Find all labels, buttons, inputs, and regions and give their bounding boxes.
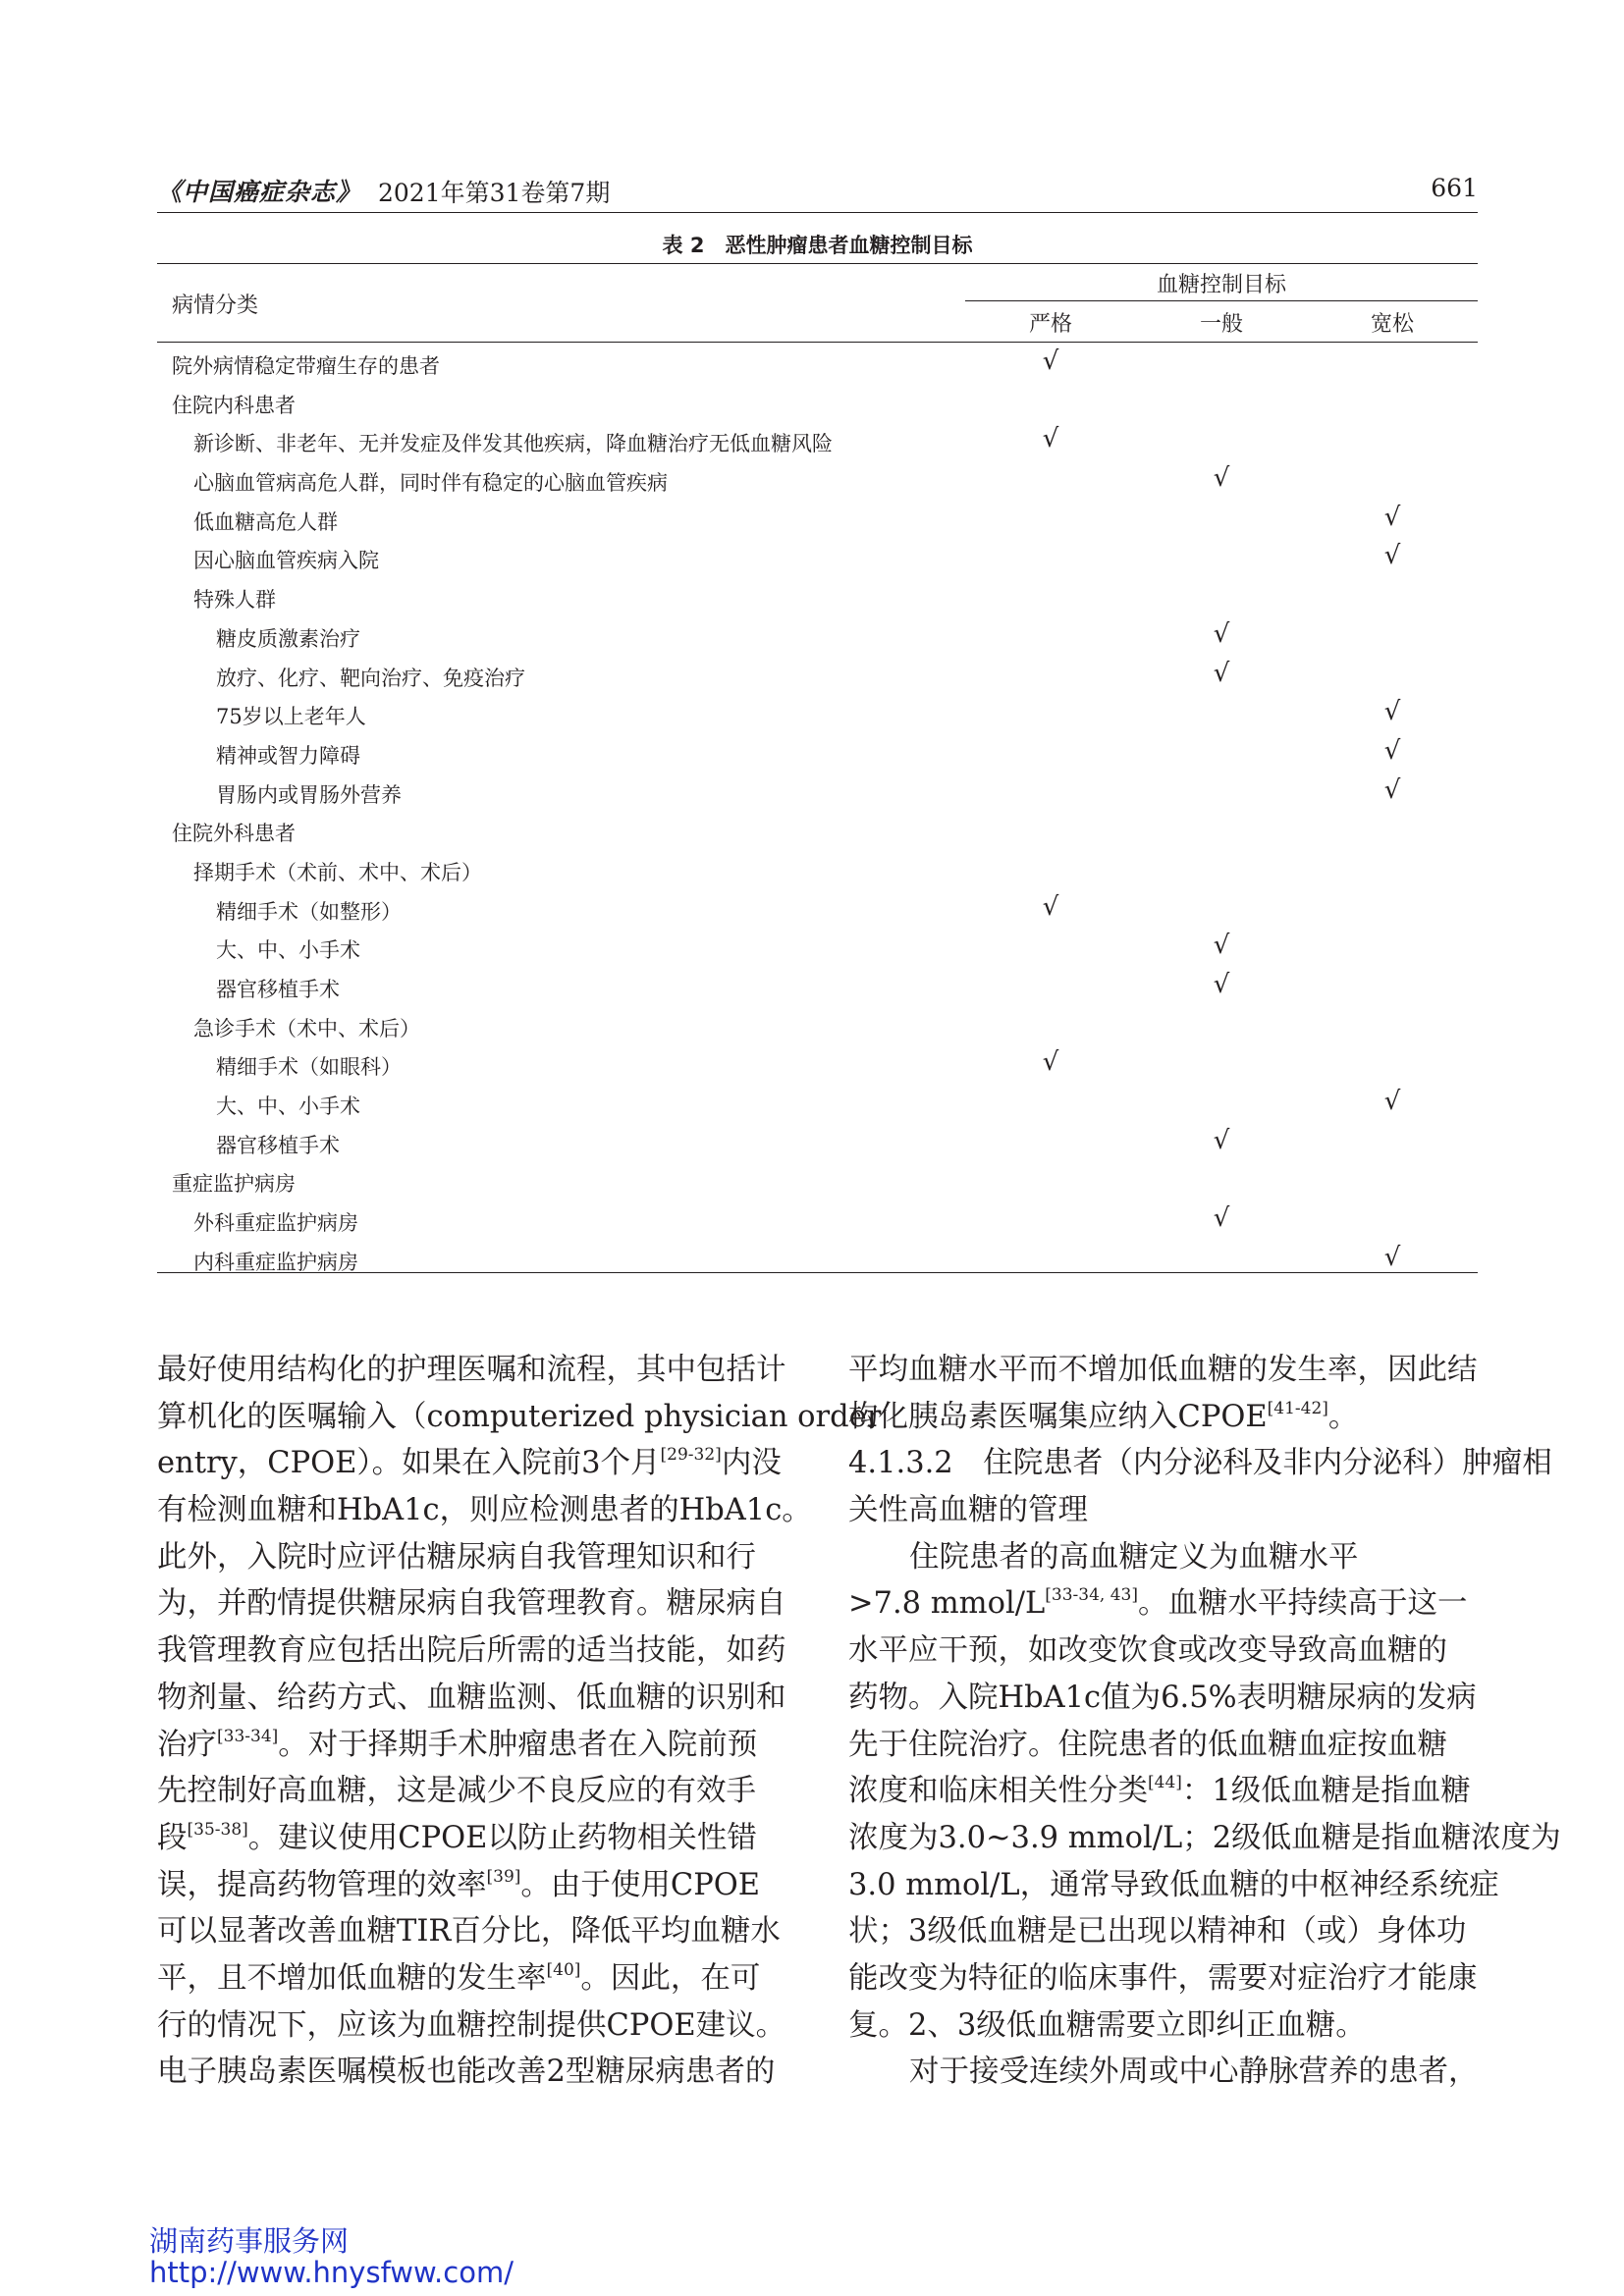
- text-run: 为，并酌情提供糖尿病自我管理教育。糖尿病自: [157, 1586, 786, 1622]
- table-row: [157, 1042, 1478, 1082]
- text-run: 3.0 mmol/L，通常导致低血糖的中枢神经系统症: [848, 1867, 1499, 1902]
- citation: [39]: [486, 1866, 521, 1887]
- text-run: 。建议使用CPOE以防止药物相关性错: [247, 1820, 757, 1855]
- text-line: [848, 1628, 1479, 1675]
- table-row: [157, 1004, 1478, 1043]
- text-line: [848, 1394, 1479, 1441]
- row-label: 因心脑血管疾病入院: [193, 549, 379, 573]
- text-line: [157, 1394, 882, 1441]
- check-mark: √: [1213, 618, 1230, 649]
- table-row: [157, 1121, 1478, 1160]
- row-label: 心脑血管病高危人群，同时伴有稳定的心脑血管疾病: [193, 471, 668, 496]
- citation: [41-42]: [1267, 1398, 1328, 1418]
- table-row: [157, 887, 1478, 927]
- text-run: entry，CPOE）。如果在入院前3个月: [157, 1446, 661, 1481]
- row-label: 低血糖高危人群: [193, 509, 338, 534]
- page-number: 661: [1431, 174, 1478, 202]
- text-line: [848, 1580, 1479, 1628]
- check-mark: √: [1213, 970, 1230, 999]
- table-row: [157, 614, 1478, 654]
- text-line: [157, 1862, 787, 1909]
- row-label: 精细手术（如整形）: [216, 899, 402, 924]
- text-run: 药物。入院HbA1c值为6.5%表明糖尿病的发病: [848, 1680, 1477, 1715]
- table-row: [157, 965, 1478, 1004]
- text-line: [848, 2049, 1479, 2096]
- check-mark: √: [1213, 1203, 1230, 1234]
- text-run: 复。2、3级低血糖需要立即纠正血糖。: [848, 2007, 1366, 2043]
- citation: [44]: [1148, 1773, 1182, 1793]
- column-header-category: 病情分类: [172, 294, 259, 318]
- text-run: 浓度和临床相关性分类: [848, 1774, 1148, 1809]
- row-label: 器官移植手术: [216, 1133, 340, 1157]
- text-run: 段: [157, 1820, 188, 1855]
- table-body: [157, 342, 1478, 1277]
- check-mark: √: [1213, 1125, 1230, 1155]
- text-run: 算机化的医嘱输入（computerized physician order: [157, 1399, 882, 1434]
- row-label: 胃肠内或胃肠外营养: [216, 782, 402, 807]
- text-run: 。: [1327, 1399, 1359, 1434]
- row-label: 择期手术（术前、术中、术后）: [193, 860, 482, 884]
- citation: [35-38]: [187, 1819, 248, 1840]
- text-run: 。因此，在可: [580, 1960, 761, 1996]
- text-line: [157, 1815, 787, 1862]
- table-caption: 表 2 恶性肿瘤患者血糖控制目标: [662, 234, 973, 257]
- table-row: [157, 419, 1478, 458]
- text-run: 内没: [721, 1446, 782, 1481]
- text-line: [157, 1675, 787, 1722]
- column-header-loose: 宽松: [1370, 312, 1414, 337]
- check-mark: √: [1042, 347, 1059, 376]
- text-run: 先于住院治疗。住院患者的低血糖血症按血糖: [848, 1727, 1447, 1762]
- text-run: 构化胰岛素医嘱集应纳入CPOE: [848, 1399, 1268, 1434]
- text-run: 状；3级低血糖是已出现以精神和（或）身体功: [848, 1914, 1467, 1949]
- text-run: 治疗: [157, 1727, 217, 1762]
- check-mark: √: [1383, 735, 1401, 766]
- table-top-rule: [157, 263, 1478, 264]
- text-line: [848, 1862, 1499, 1909]
- table-row: [157, 654, 1478, 693]
- text-line: [848, 1955, 1479, 2002]
- watermark-site-name: 湖南药事服务网: [149, 2224, 350, 2258]
- table-row: [157, 731, 1478, 771]
- table-row: [157, 536, 1478, 575]
- table-row: [157, 498, 1478, 537]
- row-label: 精细手术（如眼科）: [216, 1055, 402, 1080]
- text-run: 浓度为3.0~3.9 mmol/L；2级低血糖是指血糖浓度为: [848, 1820, 1561, 1855]
- text-line: [157, 2049, 787, 2096]
- text-line: [848, 1768, 1479, 1815]
- text-run: 。由于使用CPOE: [520, 1867, 761, 1902]
- check-mark: √: [1383, 1087, 1401, 1117]
- text-run: 电子胰岛素医嘱模板也能改善2型糖尿病患者的: [157, 2055, 776, 2090]
- text-line: [157, 1580, 787, 1628]
- text-run: 我管理教育应包括出院后所需的适当技能，如药: [157, 1633, 786, 1669]
- citation: [33-34, 43]: [1045, 1585, 1138, 1606]
- journal-name: 《中国癌症杂志》: [157, 178, 362, 206]
- row-label: 住院内科患者: [172, 393, 296, 417]
- check-mark: √: [1213, 658, 1230, 688]
- text-run: 关性高血糖的管理: [848, 1493, 1088, 1528]
- row-label: 急诊手术（术中、术后）: [193, 1016, 420, 1041]
- row-label: 75岁以上老年人: [216, 705, 366, 729]
- text-line: [157, 1487, 812, 1534]
- text-line: [848, 1815, 1561, 1862]
- table-row: [157, 1238, 1478, 1277]
- text-run: 有检测血糖和HbA1c，则应检测患者的HbA1c。: [157, 1493, 812, 1528]
- table-row: [157, 926, 1478, 965]
- check-mark: √: [1383, 774, 1401, 805]
- row-label: 特殊人群: [193, 588, 276, 613]
- text-run: 误，提高药物管理的效率: [157, 1867, 487, 1902]
- watermark-url[interactable]: http://www.hnysfww.com/: [149, 2256, 514, 2289]
- text-run: 4.1.3.2 住院患者（内分泌科及非内分泌科）肿瘤相: [848, 1446, 1552, 1481]
- text-run: 对于接受连续外周或中心静脉营养的患者，: [909, 2055, 1479, 2090]
- text-line: [848, 1440, 1552, 1487]
- check-mark: √: [1042, 1047, 1059, 1078]
- header-rule: [157, 212, 1478, 213]
- body-text-left-column: [157, 1347, 882, 2096]
- column-header-general: 一般: [1199, 312, 1243, 337]
- running-header: [157, 173, 1478, 212]
- row-label: 院外病情稳定带瘤生存的患者: [172, 354, 440, 378]
- check-mark: √: [1383, 502, 1401, 532]
- table-row: [157, 848, 1478, 887]
- column-header-target: 血糖控制目标: [1156, 273, 1286, 297]
- text-line: [157, 1440, 787, 1487]
- text-line: [157, 1908, 787, 1955]
- text-run: 。血糖水平持续高于这一: [1137, 1586, 1468, 1622]
- glycemic-target-table: [157, 263, 1478, 1276]
- text-line: [848, 1534, 1479, 1581]
- check-mark: √: [1042, 891, 1059, 922]
- table-group-rule: [965, 300, 1478, 301]
- text-run: 最好使用结构化的护理医嘱和流程，其中包括计: [157, 1353, 786, 1387]
- text-line: [157, 2002, 787, 2050]
- text-run: 物剂量、给药方式、血糖监测、低血糖的识别和: [157, 1680, 786, 1715]
- text-run: 水平应干预，如改变饮食或改变导致高血糖的: [848, 1633, 1447, 1669]
- table-row: [157, 1082, 1478, 1121]
- citation: [40]: [546, 1959, 581, 1980]
- check-mark: √: [1213, 463, 1230, 494]
- table-row: [157, 692, 1478, 731]
- table-row: [157, 575, 1478, 614]
- check-mark: √: [1213, 931, 1230, 961]
- row-label: 精神或智力障碍: [216, 743, 360, 768]
- citation: [29-32]: [660, 1445, 722, 1466]
- text-run: 先控制好高血糖，这是减少不良反应的有效手: [157, 1774, 756, 1809]
- table-row: [157, 1159, 1478, 1199]
- text-line: [157, 1722, 787, 1769]
- row-label: 住院外科患者: [172, 822, 296, 846]
- table-row: [157, 458, 1478, 498]
- journal-issue: 2021年第31卷第7期: [378, 179, 611, 207]
- text-line: [157, 1768, 787, 1815]
- text-run: 能改变为特征的临床事件，需要对症治疗才能康: [848, 1960, 1478, 1996]
- table-row: [157, 1199, 1478, 1238]
- text-line: [848, 1487, 1479, 1534]
- text-line: [848, 1908, 1479, 1955]
- check-mark: √: [1383, 1242, 1401, 1272]
- column-header-strict: 严格: [1028, 312, 1072, 337]
- check-mark: √: [1383, 541, 1401, 571]
- text-line: [848, 1722, 1479, 1769]
- row-label: 大、中、小手术: [216, 938, 360, 963]
- row-label: 器官移植手术: [216, 978, 340, 1001]
- text-run: ：1级低血糖是指血糖: [1181, 1774, 1471, 1809]
- text-line: [848, 1675, 1479, 1722]
- text-run: 此外，入院时应评估糖尿病自我管理知识和行: [157, 1539, 756, 1575]
- row-label: 外科重症监护病房: [193, 1211, 358, 1236]
- citation: [33-34]: [217, 1726, 279, 1746]
- table-row: [157, 381, 1478, 420]
- text-line: [157, 1955, 787, 2002]
- text-run: 可以显著改善血糖TIR百分比，降低平均血糖水: [157, 1914, 781, 1949]
- check-mark: √: [1042, 424, 1059, 454]
- text-line: [157, 1347, 787, 1394]
- row-label: 内科重症监护病房: [193, 1250, 358, 1274]
- row-label: 新诊断、非老年、无并发症及伴发其他疾病，降血糖治疗无低血糖风险: [193, 432, 833, 456]
- text-line: [157, 1628, 787, 1675]
- text-run: 。对于择期手术肿瘤患者在入院前预: [278, 1727, 758, 1762]
- text-line: [848, 2002, 1479, 2050]
- text-line: [848, 1347, 1479, 1394]
- text-run: 住院患者的高血糖定义为血糖水平: [909, 1539, 1359, 1575]
- check-mark: √: [1383, 697, 1401, 727]
- table-row: [157, 771, 1478, 810]
- text-run: >7.8 mmol/L: [848, 1586, 1046, 1622]
- text-run: 行的情况下，应该为血糖控制提供CPOE建议。: [157, 2007, 786, 2043]
- table-row: [157, 809, 1478, 848]
- row-label: 大、中、小手术: [216, 1095, 360, 1119]
- text-run: 平均血糖水平而不增加低血糖的发生率，因此结: [848, 1353, 1478, 1387]
- row-label: 重症监护病房: [172, 1172, 296, 1197]
- row-label: 糖皮质激素治疗: [216, 626, 360, 651]
- table-row: [157, 342, 1478, 381]
- text-run: 平，且不增加低血糖的发生率: [157, 1960, 547, 1996]
- body-text-right-column: [848, 1347, 1561, 2096]
- row-label: 放疗、化疗、靶向治疗、免疫治疗: [216, 666, 525, 690]
- text-line: [157, 1534, 787, 1581]
